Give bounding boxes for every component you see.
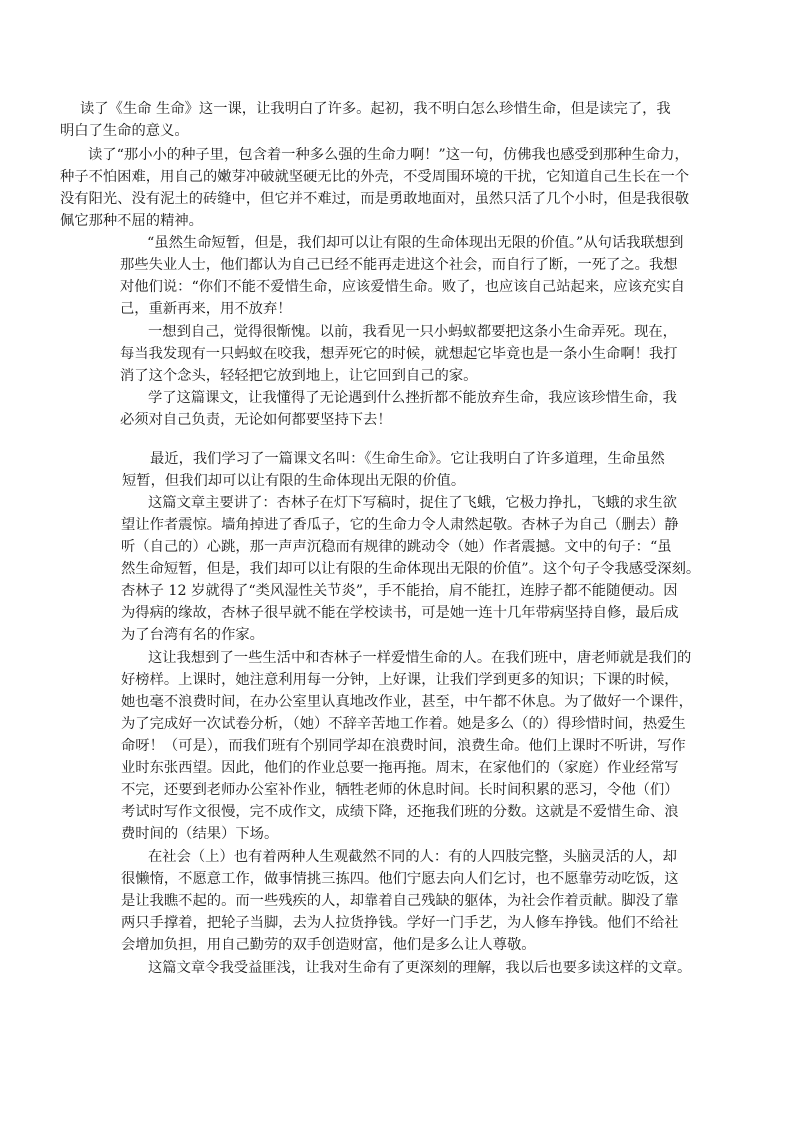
text-line: 命呀！（可是），而我们班有个别同学却在浪费时间，浪费生命。他们上课时不听讲，写作 bbox=[121, 738, 686, 754]
text-line: 为了台湾有名的作家。 bbox=[121, 627, 264, 643]
text-line: 两只手撑着，把轮子当脚，去为人拉货挣钱。学好一门手艺，为人修车挣钱。他们不给社 bbox=[121, 915, 679, 931]
text-line: 读了《生命 生命》这一课，让我明白了许多。起初，我不明白怎么珍惜生命，但是读完了，我 bbox=[80, 101, 671, 117]
text-line: 明白了生命的意义。 bbox=[60, 123, 189, 139]
text-line: 这让我想到了一些生活中和杏林子一样爱惜生命的人。在我们班中，唐老师就是我们的 bbox=[148, 650, 692, 666]
text-line: 佩它那种不屈的精神。 bbox=[60, 213, 203, 229]
text-line: 很懒惰，不愿意工作，做事情挑三拣四。他们宁愿去向人们乞讨，也不愿靠劳动吃饭，这 bbox=[121, 871, 679, 887]
text-line: 对他们说：“你们不能不爱惜生命，应该爱惜生命。败了，也应该自己站起来，应该充实自 bbox=[120, 279, 685, 295]
text-line: 己，重新再来，用不放弃！ bbox=[120, 301, 292, 317]
text-line: 好榜样。上课时，她注意利用每一分钟，上好课，让我们学到更多的知识；下课的时候， bbox=[121, 672, 679, 688]
text-line: 为了完成好一次试卷分析，（她）不辞辛苦地工作着。她是多么（的）得珍惜时间，热爱生 bbox=[121, 716, 686, 732]
text-line: 消了这个念头，轻轻把它放到地上，让它回到自己的家。 bbox=[120, 368, 478, 384]
text-line: 听（自己的）心跳，那一声声沉稳而有规律的跳动令（她）作者震撼。文中的句子：“虽 bbox=[121, 539, 672, 555]
text-line: 每当我发现有一只蚂蚁在咬我，想弄死它的时候，就想起它毕竟也是一条小生命啊！我打 bbox=[120, 346, 678, 362]
text-line: 在社会（上）也有着两种人生观截然不同的人：有的人四肢完整，头脑灵活的人，却 bbox=[148, 849, 677, 865]
text-line: 种子不怕困难，用自己的嫩芽冲破就坚硬无比的外壳，不受周围环境的干扰，它知道自己生长在一个 bbox=[60, 169, 690, 185]
text-line: 望让作者震惊。墙角掉进了香瓜子，它的生命力令人肃然起敬。杏林子为自己（删去）静 bbox=[121, 517, 679, 533]
text-line: 这篇文章令我受益匪浅，让我对生命有了更深刻的理解，我以后也要多读这样的文章。 bbox=[148, 960, 692, 976]
text-line: 业时东张西望。因此，他们的作业总要一拖再拖。周末，在家他们的（家庭）作业经常写 bbox=[121, 760, 679, 776]
text-line: 然生命短暂，但是，我们却可以让有限的生命体现出无限的价值”。这个句子令我感受深刻。 bbox=[121, 561, 701, 577]
text-line: 读了“那小小的种子里，包含着一种多么强的生命力啊！”这一句，仿佛我也感受到那种生命力， bbox=[88, 147, 689, 163]
text-line: 没有阳光、没有泥土的砖缝中，但它并不难过，而是勇敢地面对，虽然只活了几个小时，但是我很敬 bbox=[60, 191, 690, 207]
text-line: 一想到自己，觉得很惭愧。以前，我看见一只小蚂蚁都要把这条小生命弄死。现在， bbox=[148, 324, 677, 340]
text-line: 那些失业人士，他们都认为自己已经不能再走进这个社会，而自行了断，一死了之。我想 bbox=[120, 257, 678, 273]
text-line: 这篇文章主要讲了：杏林子在灯下写稿时，捉住了飞蛾，它极力挣扎，飞蛾的求生欲 bbox=[148, 495, 677, 511]
text-line: 考试时写作文很慢，完不成作文，成绩下降，还拖我们班的分数。这就是不爱惜生命、浪 bbox=[121, 804, 679, 820]
text-line: 为得病的缘故，杏林子很早就不能在学校读书，可是她一连十几年带病坚持自修，最后成 bbox=[121, 605, 679, 621]
text-line: 不完，还要到老师办公室补作业，牺牲老师的休息时间。长时间积累的恶习，令他（们） bbox=[121, 782, 679, 798]
text-line: “虽然生命短暂，但是，我们却可以让有限的生命体现出无限的价值。”从句话我联想到 bbox=[147, 235, 684, 251]
text-line: 最近，我们学习了一篇课文名叫：《生命生命》。它让我明白了许多道理，生命虽然 bbox=[150, 451, 665, 467]
text-line: 是让我瞧不起的。而一些残疾的人，却靠着自己残缺的躯体，为社会作着贡献。脚没了靠 bbox=[121, 893, 679, 909]
text-line: 会增加负担，用自己勤劳的双手创造财富，他们是多么让人尊敬。 bbox=[121, 937, 536, 953]
text-line: 她也毫不浪费时间，在办公室里认真地改作业，甚至，中午都不休息。为了做好一个课件， bbox=[121, 694, 693, 710]
text-line: 费时间的（结果）下场。 bbox=[121, 826, 279, 842]
text-line: 必须对自己负责，无论如何都要坚持下去！ bbox=[120, 412, 392, 428]
text-line: 杏林子 12 岁就得了“类风湿性关节炎”，手不能抬，肩不能扛，连脖子都不能随便动。因 bbox=[121, 583, 678, 599]
text-line: 短暂，但我们却可以让有限的生命体现出无限的价值。 bbox=[122, 473, 466, 489]
text-line: 学了这篇课文，让我懂得了无论遇到什么挫折都不能放弃生命，我应该珍惜生命，我 bbox=[148, 390, 677, 406]
